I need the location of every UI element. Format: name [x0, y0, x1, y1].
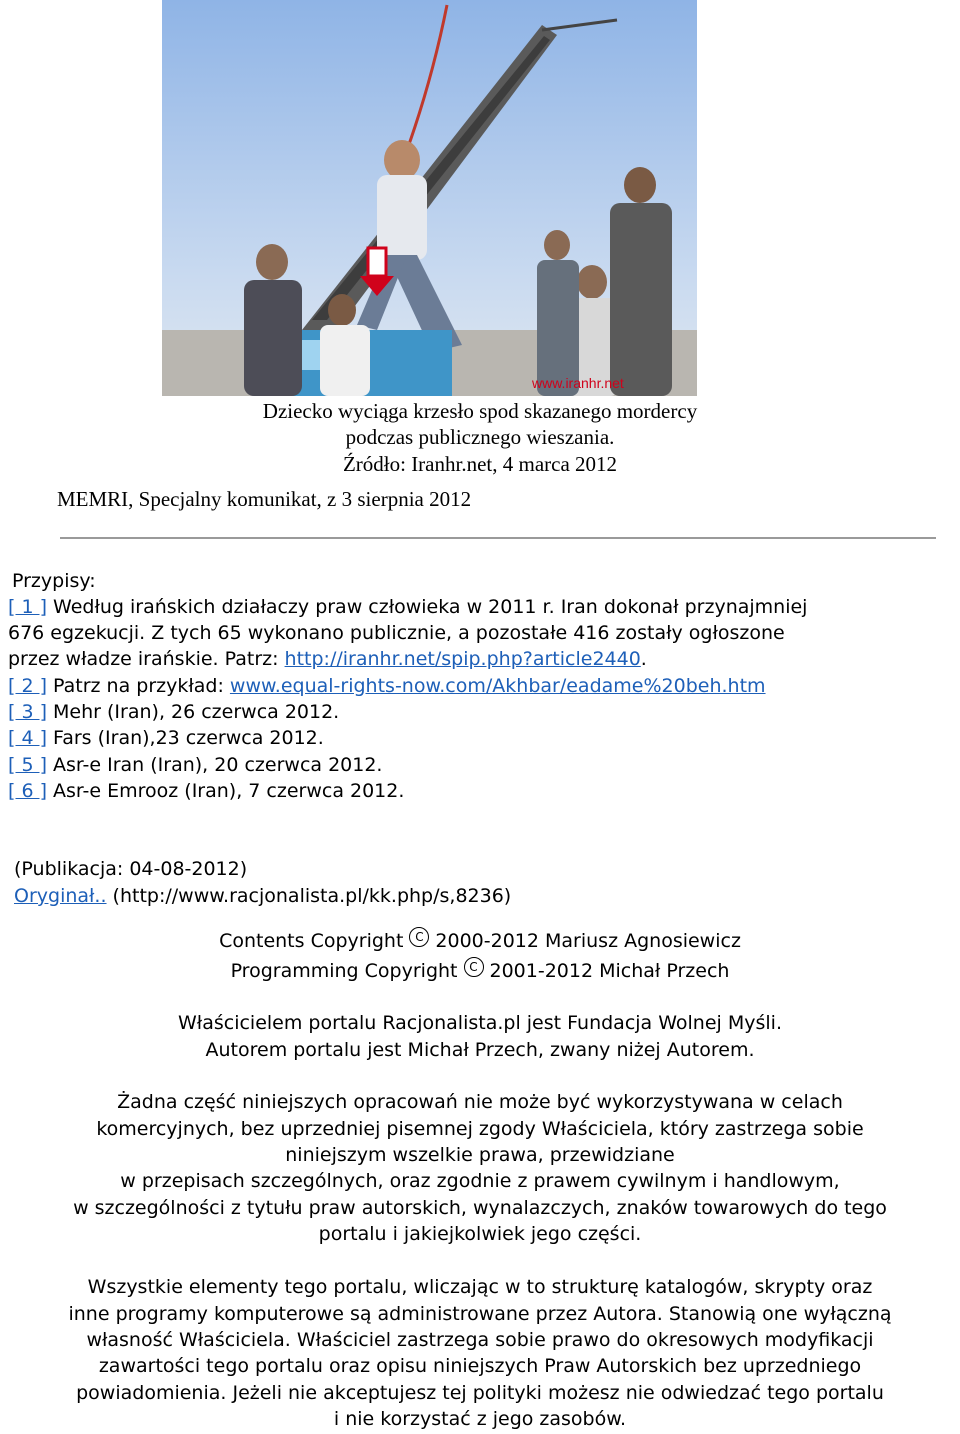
contents-copyright-value: 2000-2012 Mariusz Agnosiewicz — [435, 930, 741, 952]
footnote-3-ref[interactable]: [ 3 ] — [8, 701, 47, 723]
original-url: (http://www.racjonalista.pl/kk.php/s,8236) — [106, 885, 512, 907]
contents-copyright-label: Contents Copyright — [219, 930, 404, 952]
caption-line-2: podczas publicznego wieszania. — [345, 425, 615, 449]
footnotes-heading: Przypisy: — [12, 570, 96, 592]
footnote-3 — [8, 699, 958, 725]
footnote-2-text: Patrz na przykład: — [47, 675, 230, 697]
footnote-1-text-1: Według irańskich działaczy praw człowieka w 2011 r. Iran dokonał przynajmniej — [47, 596, 808, 618]
original-line — [14, 883, 960, 909]
programming-copyright-label: Programming Copyright — [230, 960, 458, 982]
rights-line-4: w przepisach szczególnych, oraz zgodnie z prawem cywilnym i handlowym, — [120, 1170, 840, 1192]
footnote-2-ref[interactable]: [ 2 ] — [8, 675, 47, 697]
footnote-6-text: Asr-e Emrooz (Iran), 7 czerwca 2012. — [47, 780, 405, 802]
copyright-icon: C — [464, 957, 484, 977]
elements-line-4: zawartości tego portalu oraz opisu niniejszych Praw Autorskich bez uprzedniego — [98, 1355, 862, 1377]
source-note: MEMRI, Specjalny komunikat, z 3 sierpnia 2012 — [57, 487, 472, 511]
footnote-1-link[interactable]: http://iranhr.net/spip.php?article2440 — [284, 648, 641, 670]
elements-line-2: inne programy komputerowe są administrowane przez Autora. Stanowią one wyłączną — [68, 1303, 892, 1325]
rights-line-3: niniejszym wszelkie prawa, przewidziane — [285, 1144, 675, 1166]
section-divider — [60, 537, 936, 539]
copyright-icon: C — [409, 927, 429, 947]
footnote-5-text: Asr-e Iran (Iran), 20 czerwca 2012. — [47, 754, 383, 776]
rights-line-5: w szczególności z tytułu praw autorskich, wynalazczych, znaków towarowych do tego — [73, 1197, 887, 1219]
footnote-5-ref[interactable]: [ 5 ] — [8, 754, 47, 776]
elements-line-3: własność Właściciela. Właściciel zastrzega sobie prawo do okresowych modyfikacji — [86, 1329, 874, 1351]
footnote-5 — [8, 752, 958, 778]
execution-photo-illustration — [162, 0, 697, 396]
footnote-1-end: . — [640, 648, 647, 670]
footnote-1-cont: 676 egzekucji. Z tych 65 wykonano publicznie, a pozostałe 416 zostały ogłoszone — [8, 622, 785, 644]
programming-copyright — [0, 957, 960, 984]
footnote-2 — [8, 673, 958, 699]
rights-line-1: Żadna część niniejszych opracowań nie może być wykorzystywana w celach — [117, 1091, 843, 1113]
footnote-1 — [8, 594, 958, 620]
elements-line-6: i nie korzystać z jego zasobów. — [333, 1408, 627, 1430]
owner-line-2: Autorem portalu jest Michał Przech, zwany niżej Autorem. — [205, 1039, 755, 1061]
caption-line-3: Źródło: Iranhr.net, 4 marca 2012 — [342, 452, 618, 476]
caption-line-1: Dziecko wyciąga krzesło spod skazanego mordercy — [262, 399, 698, 423]
contents-copyright — [0, 927, 960, 954]
publication-date: (Publikacja: 04-08-2012) — [14, 858, 248, 880]
article-photo — [162, 0, 697, 396]
footnote-4 — [8, 725, 958, 751]
programming-copyright-value: 2001-2012 Michał Przech — [489, 960, 730, 982]
original-link[interactable]: Oryginał.. — [14, 885, 107, 907]
footnote-1-text-3: przez władze irańskie. Patrz: — [8, 648, 285, 670]
footnote-4-text: Fars (Iran),23 czerwca 2012. — [47, 727, 324, 749]
elements-line-1: Wszystkie elementy tego portalu, wliczając w to strukturę katalogów, skrypty oraz — [87, 1276, 873, 1298]
rights-line-6: portalu i jakiejkolwiek jego części. — [318, 1223, 642, 1245]
photo-watermark: www.iranhr.net — [532, 375, 624, 391]
elements-line-5: powiadomienia. Jeżeli nie akceptujesz tej polityki możesz nie odwiedzać tego portalu — [76, 1382, 884, 1404]
footnote-6-ref[interactable]: [ 6 ] — [8, 780, 47, 802]
owner-line-1: Właścicielem portalu Racjonalista.pl jest Fundacja Wolnej Myśli. — [178, 1012, 782, 1034]
rights-line-2: komercyjnych, bez uprzedniej pisemnej zgody Właściciela, który zastrzega sobie — [96, 1118, 864, 1140]
footnote-6 — [8, 778, 958, 804]
footnote-1-ref[interactable]: [ 1 ] — [8, 596, 47, 618]
footnote-3-text: Mehr (Iran), 26 czerwca 2012. — [47, 701, 340, 723]
footnote-1-cont-2 — [8, 646, 958, 672]
footnote-2-link[interactable]: www.equal-rights-now.com/Akhbar/eadame%20beh.htm — [229, 675, 766, 697]
footnote-4-ref[interactable]: [ 4 ] — [8, 727, 47, 749]
